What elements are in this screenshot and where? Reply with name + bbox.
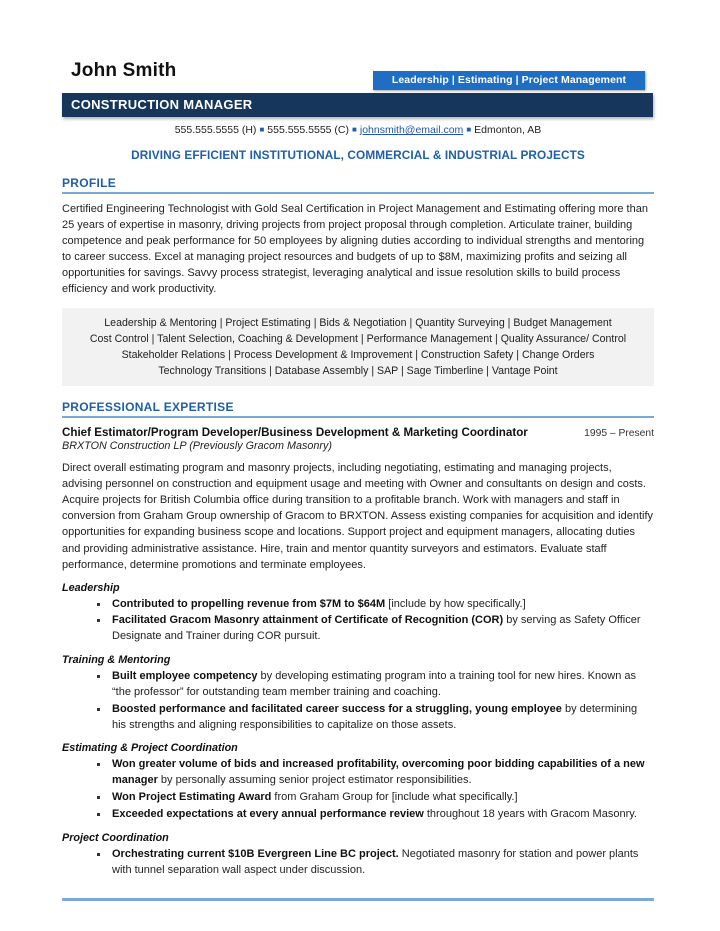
skills-row: Technology Transitions | Database Assembly | SAP | Sage Timberline | Vantage Point [158, 365, 558, 378]
experience-bullet-item [62, 669, 654, 701]
bottom-divider [62, 898, 654, 901]
bullet-highlight-text: Exceeded expectations at every annual performance review [112, 807, 424, 820]
phone-home: 555.555.5555 (H) [174, 124, 257, 136]
bullet-square-icon [97, 796, 100, 799]
job-title-bar-text: CONSTRUCTION MANAGER [71, 97, 253, 112]
section-heading-professional-expertise: PROFESSIONAL EXPERTISE [62, 400, 654, 418]
experience-bullet-list [62, 757, 654, 822]
contact-line [62, 124, 654, 138]
job-dates: 1995 – Present [584, 428, 654, 440]
bullet-square-icon [97, 675, 100, 678]
bullet-body-text: by serving as Safety Officer Designate and Trainer during COR pursuit. [112, 614, 641, 643]
bullet-square-icon [97, 603, 100, 606]
skills-row: Cost Control | Talent Selection, Coaching & Development | Performance Management | Quality Assurance/ Control [89, 333, 627, 346]
resume-header [62, 0, 654, 112]
separator-square-icon: ■ [466, 125, 472, 134]
separator-square-icon: ■ [352, 125, 357, 134]
experience-subsection-heading: Project Coordination [62, 831, 169, 844]
job-description: Direct overall estimating program and masonry projects, including negotiating, estimating and managing projects, advising personnel on construction and equipment usage and meeting with Owner and consultants on design and costs. Acquire projects for British Columbia office during transition to a profitable branch. Work with managers and staff in conversion from Graham Group ownership of Gracom to BRXTON. Assess existing companies for acquisition and identify opportunities for expanding business scope and locations. Support project and equipment managers, allocating duties and providing administrative assistance. Hire, train and mentor quantity surveyors and estimators. Evaluate staff performance, determine promotions and terminate employees. [62, 462, 654, 571]
bullet-square-icon [97, 708, 100, 711]
skills-row: Leadership & Mentoring | Project Estimating | Bids & Negotiation | Quantity Surveying | Budget Management [104, 316, 612, 329]
job-title-bar [62, 93, 653, 117]
tagline-badge [373, 71, 645, 90]
bullet-body-text: throughout 18 years with Gracom Masonry. [423, 807, 637, 820]
section-heading-profile: PROFILE [62, 176, 654, 194]
bullet-square-icon [97, 813, 100, 816]
job-title: Chief Estimator/Program Developer/Business Development & Marketing Coordinator [62, 426, 528, 440]
bullet-body-text: by developing estimating program into a training tool for new hires. Known as “the professor” for outstanding team member training and coaching. [112, 670, 636, 698]
profile-paragraph: Certified Engineering Technologist with Gold Seal Certification in Project Management and Estimating offering more than 25 years of expertise in masonry, driving projects from project proposal through completion. Articulate trainer, building competence and peak performance for 50 employees by aligning duties according to individual strengths and mentoring to career success. Excel at managing project resources and budgets of up to $8M, maximizing profits and seizing all opportunities for savings. Savvy process strategist, leveraging analytical and issue resolution skills to build process efficiency and work productivity. [62, 202, 648, 295]
bullet-highlight-text: Facilitated Gracom Masonry attainment of Certificate of Recognition (COR) [112, 614, 504, 627]
experience-subsection-heading: Estimating & Project Coordination [62, 742, 238, 755]
location-text: Edmonton, AB [474, 124, 542, 136]
bullet-highlight-text: Boosted performance and facilitated career success for a struggling, young employee [112, 702, 562, 715]
separator-square-icon: ■ [259, 125, 265, 134]
experience-bullet-item [62, 597, 654, 613]
tagline-text: Leadership | Estimating | Project Management [391, 74, 627, 86]
bullet-square-icon [97, 763, 100, 766]
bullet-highlight-text: Orchestrating current $10B Evergreen Line BC project. [112, 847, 399, 860]
experience-bullet-item [62, 702, 654, 734]
experience-bullet-list [62, 847, 654, 879]
job-company: BRXTON Construction LP (Previously Gracom Masonry) [62, 440, 333, 453]
experience-subsections [62, 582, 654, 879]
email-link[interactable]: johnsmith@email.com [359, 124, 464, 136]
experience-bullet-list [62, 669, 654, 733]
bullet-highlight-text: Contributed to propelling revenue from $7M to $64M [112, 597, 386, 610]
candidate-name: John Smith [71, 60, 177, 81]
experience-bullet-item [62, 807, 654, 823]
skills-row: Stakeholder Relations | Process Development & Improvement | Construction Safety | Change Orders [121, 349, 595, 362]
bullet-square-icon [97, 619, 100, 622]
bullet-highlight-text: Won Project Estimating Award [112, 791, 272, 804]
experience-bullet-item [62, 757, 654, 789]
profile-headline: DRIVING EFFICIENT INSTITUTIONAL, COMMERCIAL & INDUSTRIAL PROJECTS [131, 147, 585, 162]
bullet-square-icon [97, 853, 100, 856]
experience-bullet-item [62, 847, 654, 879]
bullet-body-text: Negotiated masonry for station and power plants with tunnel separation wall aspect under discussion. [112, 847, 639, 876]
experience-subsection-heading: Training & Mentoring [62, 654, 171, 667]
bullet-highlight-text: Won greater volume of bids and increased profitability, overcoming poor bidding capabilities of a new manager [112, 758, 645, 787]
core-skills-box [62, 308, 654, 386]
resume-content [62, 0, 654, 901]
experience-subsection-heading: Leadership [62, 581, 120, 594]
job-header-row [62, 426, 654, 439]
bullet-body-text: by personally assuming senior project estimator responsibilities. [157, 774, 472, 787]
bullet-body-text: from Graham Group for [include what specifically.] [271, 791, 518, 804]
experience-bullet-item [62, 790, 654, 806]
bullet-highlight-text: Built employee competency [112, 670, 258, 683]
bullet-body-text: [include by how specifically.] [385, 597, 526, 610]
bullet-body-text: by determining his strengths and aligning responsibilities to capitalize on those assets. [112, 702, 638, 731]
phone-cell: 555.555.5555 (C) [267, 124, 350, 136]
experience-bullet-list [62, 597, 654, 645]
experience-bullet-item [62, 613, 654, 645]
